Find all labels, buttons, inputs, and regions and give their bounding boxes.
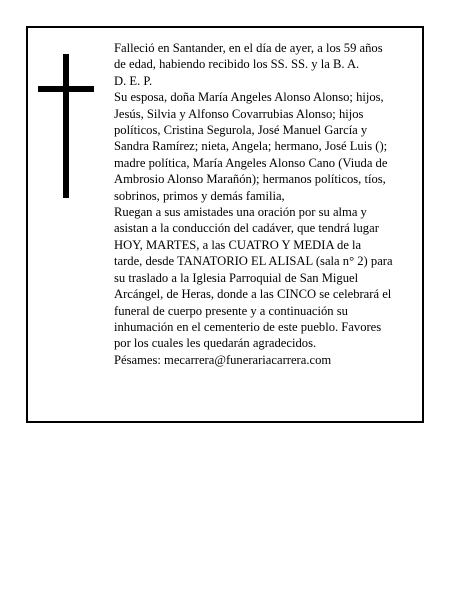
text-line: Ambrosio Alonso Marañón); hermanos políticos, tíos, [114, 172, 386, 187]
text-line: Su esposa, doña María Angeles Alonso Alonso; hijos, [114, 90, 384, 105]
text-line: de edad, habiendo recibido los SS. SS. y la B. A. [114, 57, 360, 72]
text-line: Sandra Ramírez; nieta, Angela; hermano, José Luis (); [114, 139, 388, 154]
obituary-notice [26, 26, 424, 423]
text-line: inhumación en el cementerio de este pueblo. Favores [114, 319, 382, 334]
text-line: políticos, Cristina Segurola, José Manuel García y [114, 123, 368, 138]
obituary-text [114, 40, 420, 368]
text-line: Arcángel, de Heras, donde a las CINCO se celebrará el [114, 287, 392, 302]
text-line: su traslado a la Iglesia Parroquial de San Miguel [114, 270, 359, 285]
text-line: Falleció en Santander, en el día de ayer, a los 59 años [114, 41, 383, 55]
condolences-email-line[interactable]: Pésames: mecarrera@funerariacarrera.com [114, 352, 332, 367]
cross-vertical-bar [63, 54, 69, 198]
cross-horizontal-bar [38, 86, 94, 92]
text-line: madre política, María Angeles Alonso Cano (Viuda de [114, 155, 388, 170]
text-line: Jesús, Silvia y Alfonso Covarrubias Alonso; hijos [114, 106, 364, 121]
text-line: funeral de cuerpo presente y a continuación su [114, 303, 348, 318]
text-line: D. E. P. [114, 73, 153, 88]
text-line: Ruegan a sus amistades una oración por su alma y [114, 205, 367, 220]
text-line: por los cuales les quedarán agradecidos. [114, 336, 317, 351]
text-line: tarde, desde TANATORIO EL ALISAL (sala n° 2) para [114, 254, 393, 269]
cross-icon [36, 54, 96, 198]
text-line: asistan a la conducción del cadáver, que tendrá lugar [114, 221, 379, 236]
text-line: sobrinos, primos y demás familia, [114, 188, 285, 203]
text-line: HOY, MARTES, a las CUATRO Y MEDIA de la [114, 237, 362, 252]
